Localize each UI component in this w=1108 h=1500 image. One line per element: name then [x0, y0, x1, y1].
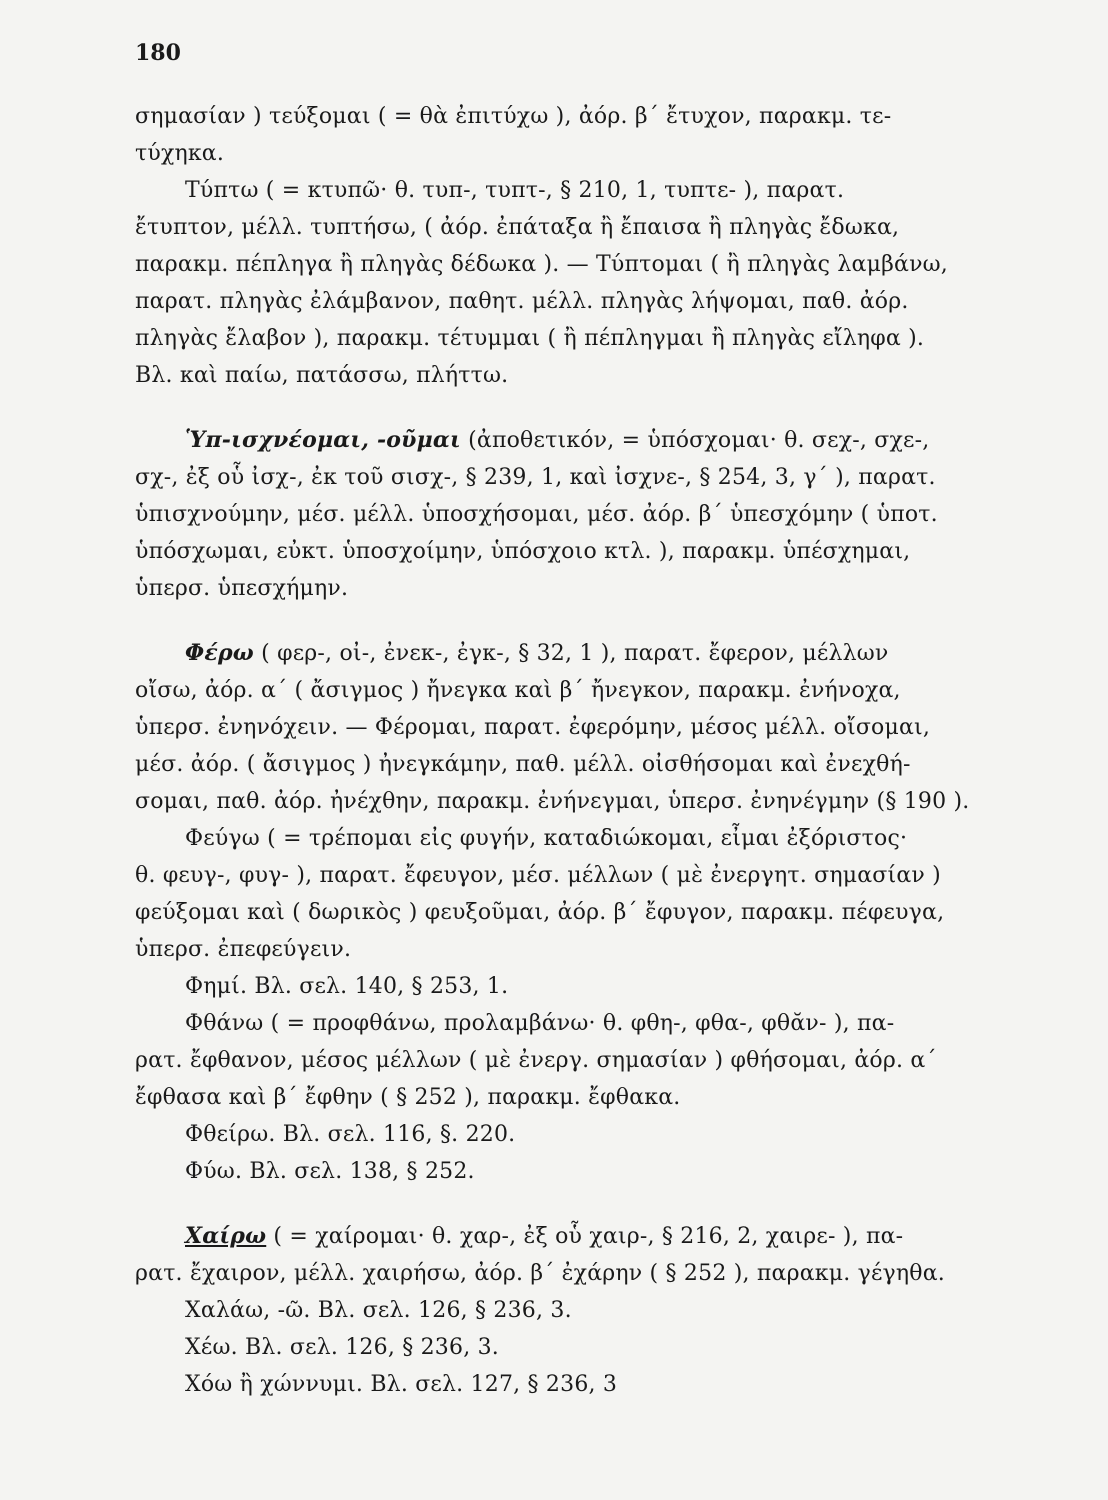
entry-headword: Χαίρω: [185, 1223, 267, 1249]
text-line: μέσ. ἀόρ. ( ἄσιγμος ) ἠνεγκάμην, παθ. μέλλ. οἰσθήσομαι καὶ ἐνεχθή-: [135, 752, 911, 777]
text-line: ρατ. ἔχαιρον, μέλλ. χαιρήσω, ἀόρ. β΄ ἐχάρην ( § 252 ), παρακμ. γέγηθα.: [135, 1261, 945, 1286]
entry-phthano: Φθάνω ( = προφθάνω, προλαμβάνω· θ. φθη-, φθα-, φθᾰν- ), πα-: [185, 1011, 895, 1036]
page-number: 180: [135, 40, 181, 66]
text-line: θ. φευγ-, φυγ- ), παρατ. ἔφευγον, μέσ. μέλλων ( μὲ ἐνεργητ. σημασίαν ): [135, 863, 941, 888]
entry-text: (ἀποθετικόν, = ὑπόσχομαι· θ. σεχ-, σχε-,: [460, 428, 930, 453]
text-line: ὑπόσχωμαι, εὐκτ. ὑποσχοίμην, ὑπόσχοιο κτλ. ), παρακμ. ὑπέσχημαι,: [135, 539, 911, 564]
entry-typto: Τύπτω ( = κτυπῶ· θ. τυπ-, τυπτ-, § 210, 1, τυπτε- ), παρατ.: [185, 178, 845, 203]
text-line: παρακμ. πέπληγα ἢ πληγὰς δέδωκα ). — Τύπτομαι ( ἢ πληγὰς λαμβάνω,: [135, 252, 948, 277]
entry-hypischneomai: [135, 422, 975, 459]
page-body: [135, 98, 975, 1403]
entry-cheo: Χέω. Βλ. σελ. 126, § 236, 3.: [185, 1335, 499, 1360]
text-line: σημασίαν ) τεύξομαι ( = θὰ ἐπιτύχω ), ἀόρ. β΄ ἔτυχον, παρακμ. τε-: [135, 104, 892, 129]
text-line: ἔφθασα καὶ β΄ ἔφθην ( § 252 ), παρακμ. ἔφθακα.: [135, 1085, 681, 1110]
text-line: Βλ. καὶ παίω, πατάσσω, πλήττω.: [135, 363, 509, 388]
entry-headword: Ὑπ-ισχνέομαι, -οῦμαι: [185, 427, 461, 453]
entry-choo: Χόω ἢ χώννυμι. Βλ. σελ. 127, § 236, 3: [185, 1372, 618, 1397]
text-line: οἴσω, ἀόρ. α΄ ( ἄσιγμος ) ἤνεγκα καὶ β΄ ἤνεγκον, παρακμ. ἐνήνοχα,: [135, 678, 901, 703]
text-line: ρατ. ἔφθανον, μέσος μέλλων ( μὲ ἐνεργ. σημασίαν ) φθήσομαι, ἀόρ. α΄: [135, 1048, 937, 1073]
text-line: ὑπισχνούμην, μέσ. μέλλ. ὑποσχήσομαι, μέσ. ἀόρ. β΄ ὑπεσχόμην ( ὑποτ.: [135, 502, 938, 527]
text-line: φεύξομαι καὶ ( δωρικὸς ) φευξοῦμαι, ἀόρ. β΄ ἔφυγον, παρακμ. πέφευγα,: [135, 900, 945, 925]
entry-pheugo: Φεύγω ( = τρέπομαι εἰς φυγήν, καταδιώκομαι, εἶμαι ἐξόριστος·: [185, 826, 908, 851]
entry-headword: Φέρω: [185, 640, 254, 666]
entry-phtheiro: Φθείρω. Βλ. σελ. 116, §. 220.: [185, 1122, 516, 1147]
entry-phemi: Φημί. Βλ. σελ. 140, § 253, 1.: [185, 974, 509, 999]
text-line: σχ-, ἐξ οὗ ἰσχ-, ἐκ τοῦ σισχ-, § 239, 1, καὶ ἰσχνε-, § 254, 3, γ΄ ), παρατ.: [135, 465, 936, 490]
entry-phyo: Φύω. Βλ. σελ. 138, § 252.: [185, 1159, 475, 1184]
entry-chairo: [135, 1218, 975, 1255]
entry-text: ( φερ-, οἰ-, ἐνεκ-, ἐγκ-, § 32, 1 ), παρατ. ἔφερον, μέλλων: [253, 641, 889, 666]
text-line: ὑπερσ. ὑπεσχήμην.: [135, 576, 349, 601]
text-line: παρατ. πληγὰς ἐλάμβανον, παθητ. μέλλ. πληγὰς λήψομαι, παθ. ἀόρ.: [135, 289, 909, 314]
text-line: σομαι, παθ. ἀόρ. ἠνέχθην, παρακμ. ἐνήνεγμαι, ὑπερσ. ἐνηνέγμην (§ 190 ).: [135, 789, 970, 814]
text-line: ὑπερσ. ἐνηνόχειν. — Φέρομαι, παρατ. ἐφερόμην, μέσος μέλλ. οἴσομαι,: [135, 715, 931, 740]
entry-text: ( = χαίρομαι· θ. χαρ-, ἐξ οὗ χαιρ-, § 216, 2, χαιρε- ), πα-: [266, 1224, 904, 1249]
text-line: πληγὰς ἔλαβον ), παρακμ. τέτυμμαι ( ἢ πέπληγμαι ἢ πληγὰς εἴληφα ).: [135, 326, 925, 351]
text-line: τύχηκα.: [135, 141, 225, 166]
entry-phero: [135, 635, 975, 672]
text-line: ἔτυπτον, μέλλ. τυπτήσω, ( ἀόρ. ἐπάταξα ἢ ἔπαισα ἢ πληγὰς ἔδωκα,: [135, 215, 900, 240]
text-line: ὑπερσ. ἐπεφεύγειν.: [135, 937, 352, 962]
entry-chalao: Χαλάω, -ῶ. Βλ. σελ. 126, § 236, 3.: [185, 1298, 572, 1323]
